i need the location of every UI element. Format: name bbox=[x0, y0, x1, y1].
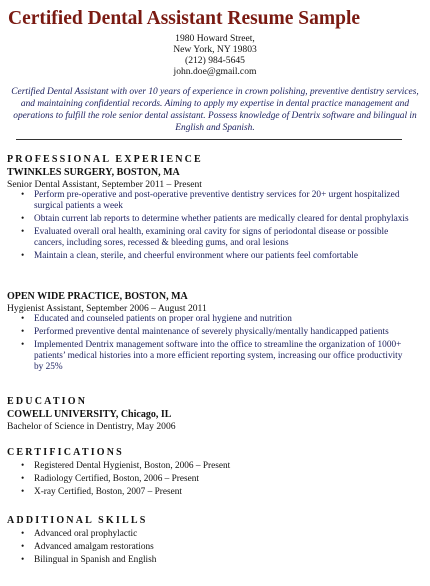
list-item bbox=[7, 542, 423, 553]
contact-block bbox=[0, 33, 430, 77]
bullet-icon: • bbox=[21, 190, 25, 200]
education-heading: EDUCATION bbox=[7, 396, 88, 407]
bullet-icon: • bbox=[21, 314, 25, 324]
certification-2: Radiology Certified, Boston, 2006 – Present bbox=[34, 474, 200, 484]
header-divider bbox=[16, 139, 402, 140]
skill-2: Advanced amalgam restorations bbox=[34, 542, 154, 552]
address-line-1: 1980 Howard Street, bbox=[175, 33, 255, 44]
bullet-icon: • bbox=[21, 227, 25, 237]
phone-number: (212) 984-5645 bbox=[185, 55, 245, 66]
certification-3: X-ray Certified, Boston, 2007 – Present bbox=[34, 487, 182, 497]
job-entry-2 bbox=[7, 290, 423, 375]
certifications-heading: CERTIFICATIONS bbox=[7, 447, 124, 458]
job-2-role: Hygienist Assistant, September 2006 – August 2011 bbox=[7, 303, 207, 314]
skill-1: Advanced oral prophylactic bbox=[34, 529, 138, 539]
list-item bbox=[7, 555, 423, 566]
job-2-bullets bbox=[7, 314, 423, 373]
experience-heading: PROFESSIONAL EXPERIENCE bbox=[7, 154, 203, 165]
job-2-bullet-2: Performed preventive dental maintenance of severely physically/mentally handicapped patients bbox=[34, 327, 389, 337]
list-item bbox=[7, 251, 423, 262]
bullet-icon: • bbox=[21, 555, 25, 565]
job-1-role: Senior Dental Assistant, September 2011 – Present bbox=[7, 179, 202, 190]
email-address: john.doe@gmail.com bbox=[173, 66, 257, 77]
skills-heading: ADDITIONAL SKILLS bbox=[7, 515, 148, 526]
bullet-icon: • bbox=[21, 340, 25, 350]
certifications-list bbox=[7, 461, 423, 498]
education-degree: Bachelor of Science in Dentistry, May 2006 bbox=[7, 421, 176, 432]
skills-list bbox=[7, 529, 423, 566]
list-item bbox=[7, 529, 423, 540]
certification-1: Registered Dental Hygienist, Boston, 2006 – Present bbox=[34, 461, 231, 471]
job-1-bullet-2: Obtain current lab reports to determine whether patients are medically cleared for dental prophylaxis bbox=[34, 214, 409, 224]
list-item bbox=[7, 190, 423, 212]
list-item bbox=[7, 340, 423, 373]
job-1-bullets bbox=[7, 190, 423, 262]
summary-statement: Certified Dental Assistant with over 10 years of experience in crown polishing, preventive dentistry services, and maintaining confidential records. Aiming to apply my expertise in dental practice management and operations to fulfill the role senior dental assistant. Possess knowledge of Dentrix software and bilingual in English and Spanish. bbox=[11, 87, 419, 133]
bullet-icon: • bbox=[21, 327, 25, 337]
education-school: COWELL UNIVERSITY, Chicago, IL bbox=[7, 409, 172, 420]
certifications-section bbox=[7, 446, 423, 500]
list-item bbox=[7, 227, 423, 249]
list-item bbox=[7, 327, 423, 338]
job-1-bullet-1: Perform pre-operative and post-operative preventive dentistry services for 20+ urgent hospitalized surgical patients a week bbox=[34, 190, 400, 211]
job-1-bullet-4: Maintain a clean, sterile, and cheerful environment where our patients feel comfortable bbox=[34, 251, 358, 261]
bullet-icon: • bbox=[21, 474, 25, 484]
bullet-icon: • bbox=[21, 251, 25, 261]
list-item bbox=[7, 474, 423, 485]
job-2-bullet-1: Educated and counseled patients on proper oral hygiene and nutrition bbox=[34, 314, 292, 324]
list-item bbox=[7, 487, 423, 498]
job-2-bullet-3: Implemented Dentrix management software into the office to streamline the organization of 1000+ patients’ medical histories into a more efficient reporting system, increasing our office productivity by 25% bbox=[34, 340, 403, 372]
job-1-bullet-3: Evaluated overall oral health, examining oral cavity for signs of periodontal disease or possible cancers, including sores, recessed & bleeding gums, and oral lesions bbox=[34, 227, 389, 248]
job-1-employer: TWINKLES SURGERY, BOSTON, MA bbox=[7, 167, 180, 178]
address-line-2: New York, NY 19803 bbox=[173, 44, 257, 55]
list-item bbox=[7, 461, 423, 472]
bullet-icon: • bbox=[21, 461, 25, 471]
bullet-icon: • bbox=[21, 214, 25, 224]
skill-3: Bilingual in Spanish and English bbox=[34, 555, 157, 565]
bullet-icon: • bbox=[21, 487, 25, 497]
list-item bbox=[7, 214, 423, 225]
bullet-icon: • bbox=[21, 542, 25, 552]
bullet-icon: • bbox=[21, 529, 25, 539]
skills-section bbox=[7, 514, 423, 568]
experience-section bbox=[7, 153, 423, 264]
resume-title: Certified Dental Assistant Resume Sample bbox=[8, 8, 361, 29]
job-entry-1 bbox=[7, 167, 423, 262]
education-section bbox=[7, 395, 423, 432]
list-item bbox=[7, 314, 423, 325]
job-2-employer: OPEN WIDE PRACTICE, BOSTON, MA bbox=[7, 291, 188, 302]
